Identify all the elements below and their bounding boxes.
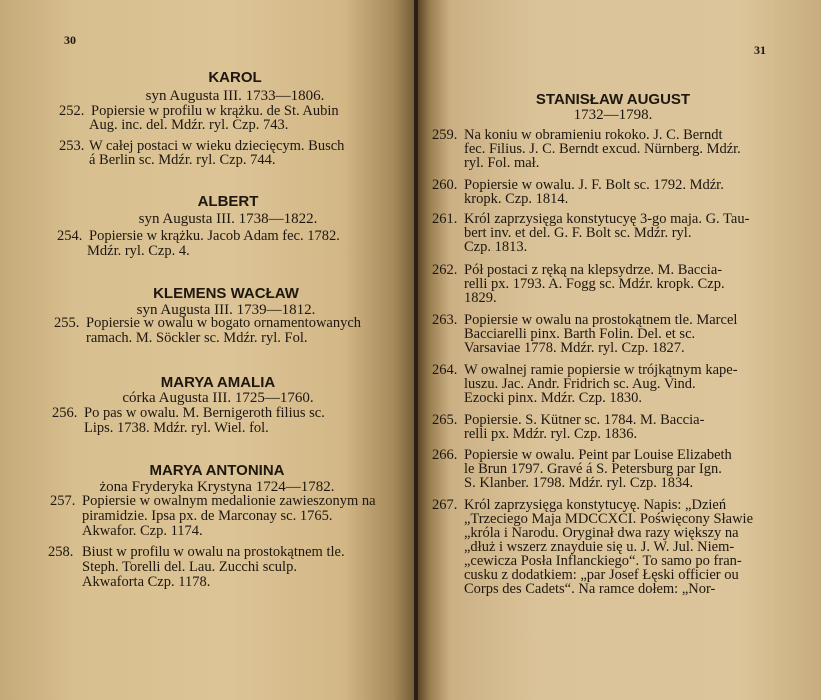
section-subheading: syn Augusta III. 1739—1812. (136, 302, 316, 318)
catalog-entry (432, 128, 812, 172)
entry-line: Na koniu w obramieniu rokoko. J. C. Berndt (464, 127, 723, 143)
catalog-entry (432, 212, 812, 256)
entry-line: Król zaprzysięga konstytucyę. Napis: „Dzień (464, 497, 727, 513)
catalog-entry (57, 229, 407, 265)
page-number-right: 31 (754, 43, 766, 57)
entry-line: luszu. Jac. Andr. Fridrich sc. Aug. Vind. (464, 376, 696, 392)
entry-number: 261. (432, 211, 458, 227)
entry-line: bert inv. et del. G. F. Bolt sc. Mdźr. ryl. (464, 225, 692, 241)
entry-number: 262. (432, 262, 458, 278)
catalog-entry (432, 263, 812, 307)
catalog-entry (432, 313, 812, 357)
entry-line: relli px. Mdźr. ryl. Czp. 1836. (464, 426, 638, 442)
entry-line: Lips. 1738. Mdźr. ryl. Wiel. fol. (84, 420, 269, 436)
entry-number: 252. (59, 103, 85, 119)
entry-line: Popiersie w owalnym medalionie zawieszonym na (82, 493, 376, 509)
entry-line: Aug. inc. del. Mdźr. ryl. Czp. 743. (89, 117, 289, 133)
entry-line: Popiersie w owalu. J. F. Bolt sc. 1792. Mdźr. (464, 177, 724, 193)
section-subheading: córka Augusta III. 1725—1760. (122, 390, 314, 406)
entry-line: 1829. (464, 290, 497, 306)
entry-line: Varsaviae 1778. Mdźr. ryl. Czp. 1827. (464, 340, 685, 356)
entry-line: Corps des Cadets“. Na ramce dołem: „Nor- (464, 581, 716, 597)
entry-line: Popiersie w owalu. Peint par Louise Elizabeth (464, 447, 732, 463)
entry-line: fec. Filius. J. C. Berndt excud. Nürnberg. Mdźr. (464, 141, 741, 157)
catalog-entry (59, 104, 409, 140)
catalog-entry (432, 178, 812, 208)
catalog-entry (432, 413, 812, 443)
entry-number: 265. (432, 412, 458, 428)
entry-line: Król zaprzysięga konstytucyę 3-go maja. G. Tau- (464, 211, 750, 227)
entry-line: relli px. 1793. A. Fogg sc. Mdźr. kropk. Czp. (464, 276, 725, 292)
entry-number: 260. (432, 177, 458, 193)
entry-number: 267. (432, 497, 458, 513)
entry-line: Popiersie w owalu na prostokątnem tle. Marcel (464, 312, 738, 328)
page-number-left: 30 (64, 33, 76, 47)
catalog-entry (54, 316, 409, 352)
entry-number: 264. (432, 362, 458, 378)
entry-line: Pół postaci z ręką na klepsydrze. M. Baccia- (464, 262, 723, 278)
entry-line: Ezocki pinx. Mdźr. Czp. 1830. (464, 390, 643, 406)
section-subheading: żona Fryderyka Krystyna 1724—1782. (99, 479, 335, 495)
catalog-entry (432, 498, 812, 598)
entry-line: „dłuż i wszerz znayduie się u. J. W. Jul. Niem- (464, 539, 735, 555)
section-heading: KLEMENS WACŁAW (153, 285, 299, 302)
section-heading: ALBERT (197, 193, 259, 210)
catalog-entry (50, 494, 410, 542)
entry-line: cusku z dodatkiem: „par Josef Łęski officier ou (464, 567, 739, 583)
right-page (418, 0, 821, 700)
section-subheading: syn Augusta III. 1738—1822. (138, 211, 318, 227)
entry-line: Popiersie. S. Kütner sc. 1784. M. Baccia- (464, 412, 705, 428)
entry-line: Akwaforta Czp. 1178. (82, 574, 211, 590)
entry-line: Po pas w owalu. M. Bernigeroth filius sc. (84, 405, 325, 421)
catalog-entry (432, 363, 812, 407)
section-heading: MARYA AMALIA (160, 374, 276, 391)
entry-number: 257. (50, 493, 76, 509)
entry-number: 253. (59, 138, 85, 154)
section-heading: STANISŁAW AUGUST (535, 91, 691, 108)
entry-line: piramidzie. Ipsa px. de Marconay sc. 1765. (82, 508, 333, 524)
catalog-entry (52, 406, 407, 442)
entry-line: Popiersie w owalu w bogato ornamentowanych (86, 315, 362, 331)
section-heading: KAROL (208, 69, 262, 86)
entry-line: á Berlin sc. Mdźr. ryl. Czp. 744. (89, 152, 276, 168)
entry-line: S. Klanber. 1798. Mdźr. ryl. Czp. 1834. (464, 475, 694, 491)
entry-line: Bacciarelli pinx. Barth Folin. Del. et sc. (464, 326, 696, 342)
entry-line: kropk. Czp. 1814. (464, 191, 569, 207)
entry-line: Akwafor. Czp. 1174. (82, 523, 203, 539)
entry-line: Steph. Torelli del. Lau. Zucchi sculp. (82, 559, 297, 575)
entry-number: 255. (54, 315, 80, 331)
entry-line: Czp. 1813. (464, 239, 528, 255)
catalog-entry (432, 448, 812, 492)
entry-line: ramach. M. Söckler sc. Mdźr. ryl. Fol. (86, 330, 308, 346)
entry-number: 263. (432, 312, 458, 328)
catalog-entry (59, 139, 409, 175)
entry-line: Biust w profilu w owalu na prostokątnem tle. (82, 544, 345, 560)
entry-number: 254. (57, 228, 83, 244)
entry-line: „króla i Narodu. Oryginał dwa razy większy na (464, 525, 739, 541)
section-subheading: 1732—1798. (573, 107, 653, 123)
entry-number: 266. (432, 447, 458, 463)
section-subheading: syn Augusta III. 1733—1806. (145, 88, 325, 104)
entry-number: 256. (52, 405, 78, 421)
entry-line: „cewicza Posła Inflanckiego“. To samo po fran- (464, 553, 742, 569)
entry-line: ryl. Fol. mał. (464, 155, 540, 171)
catalog-entry (48, 545, 410, 593)
entry-number: 259. (432, 127, 458, 143)
entry-line: W całej postaci w wieku dziecięcym. Busch (89, 138, 345, 154)
entry-line: Popiersie w krążku. Jacob Adam fec. 1782. (89, 228, 340, 244)
entry-line: W owalnej ramie popiersie w trójkątnym kape- (464, 362, 738, 378)
section-heading: MARYA ANTONINA (149, 462, 285, 479)
entry-line: le Brun 1797. Gravé á S. Petersburg par Ign. (464, 461, 722, 477)
entry-number: 258. (48, 544, 74, 560)
entry-line: „Trzeciego Maja MDCCXCI. Poświęcony Sławie (464, 511, 754, 527)
entry-line: Popiersie w profilu w krążku. de St. Aubin (91, 103, 339, 119)
entry-line: Mdźr. ryl. Czp. 4. (87, 243, 190, 259)
